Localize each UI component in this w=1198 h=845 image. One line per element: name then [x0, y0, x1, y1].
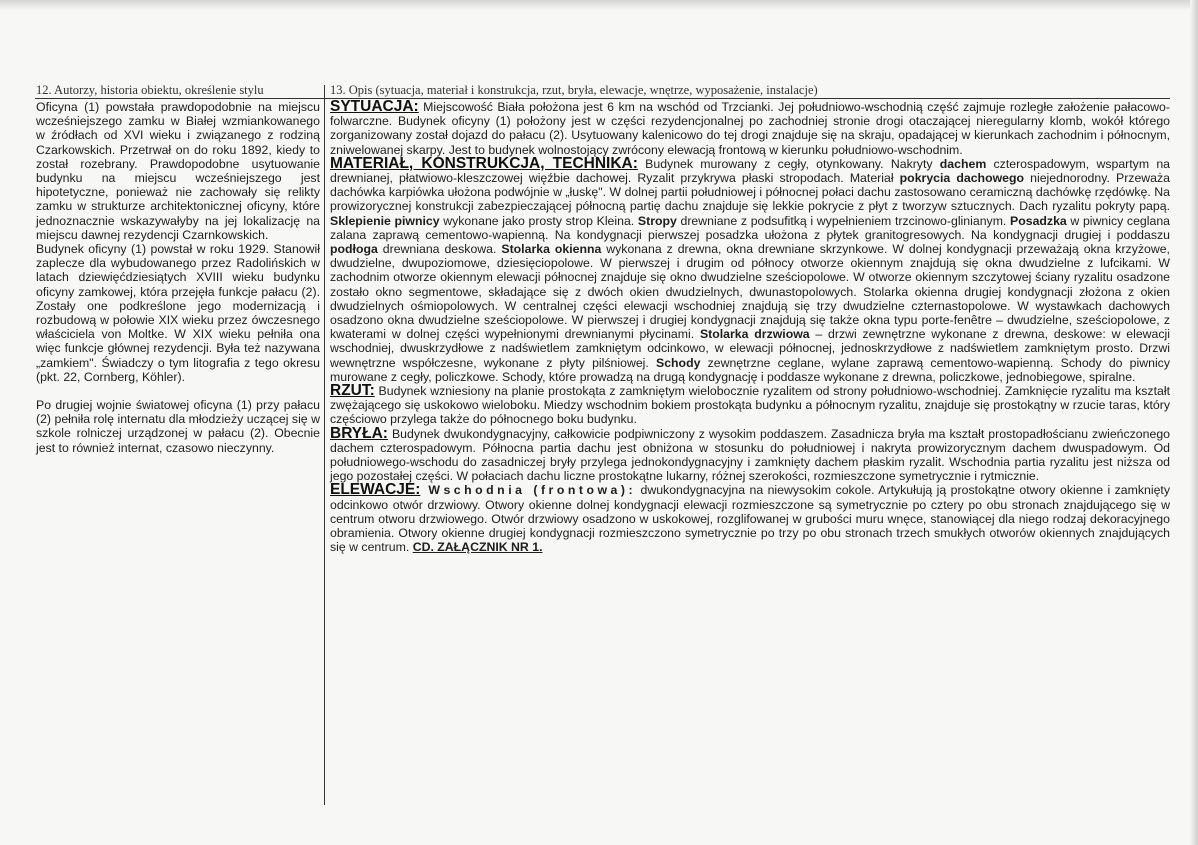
sytuacja-text: Miejscowość Biała położona jest 6 km na wschód od Trzcianki. Jej południowo-wschodnią część zajmuje rozległe założenie pałacowo-folwarczne. Budynek oficyny (1) położony jest w części rezydencjonalnej po zachodniej stronie drogi otaczającej nieregularny klomb, wokół którego zorganizowany został dojazd do pałacu (2). Usytuowany kalenicowo do tej drogi znajduje się na skraju, opadającej w kierunkach zachodnim i północnym, zniwelowanej skarpy. Jest to budynek wolnostojący zwrócony elewacją frontową w kierunku południowo-wschodnim.	[330, 100, 1170, 157]
scan-shadow-right	[1190, 0, 1198, 845]
header-divider	[35, 98, 1170, 99]
material-text: w piwnicy ceglana zalana zaprawą cementowo-wapienną. Na kondygnacji pierwszej posadzka ułożona z płytek granitogresowych. Na kondygnacji drugiej i poddaszu	[330, 213, 1170, 242]
rzut-heading: RZUT:	[330, 382, 375, 400]
sytuacja-heading: SYTUACJA:	[330, 98, 419, 115]
material-term-stropy: Stropy	[637, 213, 677, 228]
material-term-dach: dachem	[939, 156, 987, 171]
section-elewacje	[330, 483, 1170, 554]
section-rzut	[330, 384, 1170, 427]
material-term-posadzka: Posadzka	[1010, 213, 1067, 228]
material-term-sklepienie: Sklepienie piwnicy	[330, 213, 440, 228]
section-material	[330, 154, 1171, 384]
material-term-schody: Schody	[656, 355, 701, 370]
material-term-pokrycie: pokrycia dachowego	[899, 171, 1025, 186]
scan-shadow-top	[0, 0, 1198, 10]
column-divider	[324, 85, 325, 805]
elewacje-subheading: Wschodnia (frontowa):	[420, 483, 637, 498]
section-sytuacja	[330, 100, 1170, 157]
material-text: drewniane z podsufitką i wypełnieniem trzcinowo-glinianym.	[676, 213, 1011, 228]
section-13-header: 13. Opis (sytuacja, materiał i konstrukcja, rzut, bryła, elewacje, wnętrze, wyposażenie, instalacje)	[330, 83, 818, 97]
section-12-header: 12. Autorzy, historia obiektu, określenie stylu	[36, 83, 264, 97]
bryla-text: Budynek dwukondygnacyjny, całkowicie podpiwniczony z wysokim poddaszem. Zasadnicza bryła ma kształt prostopadłościanu zwieńczonego dachem czterospadowym. Północna partia dachu jest obniżona w stosunku do południowej i nakryta prowizorycznym dachem dwuspadowym. Od południowego-wschodu do zasadniczej bryły przylega jednokondygnacyjny i zamknięty dachem płaskim ryzalit. Wschodnia partia ryzalitu jest niższa od jego pozostałej części. W połaciach dachu liczne prostokątne lukarny, różnej szerokości, rozmieszczone symetrycznie i rytmicznie.	[330, 426, 1170, 484]
material-heading: MATERIAŁ, KONSTRUKCJA, TECHNIKA:	[330, 154, 638, 172]
history-column	[36, 100, 320, 455]
rzut-text: Budynek wzniesiony na planie prostokąta z zamkniętym wielobocznie ryzalitem od strony południowo-wschodniej. Zamknięcie ryzalitu ma kształt zwężającego się uskokowo wieloboku. Miedzy wschodnim bokiem prostokąta budynku a północnym ryzalitu, znajduje się prostokątny w rzucie taras, który częściowo przylega także do północnego boku budynku.	[330, 384, 1170, 427]
history-paragraph-1929: Budynek oficyny (1) powstał w roku 1929. Stanowił zaplecze dla wybudowanego przez Radolińskich w latach dziewięćdziesiątych XVIII wieku budynku oficyny zamkowej, która przejęła funkcje pałacu (2). Zostały one podkreślone jego modernizacją i rozbudową w połowie XIX wieku przez ówczesnego właściciela von Moltke. W XIX wieku pełniła ona więc funkcje głównej rezydencji. Była też nazywana „zamkiem". Świadczy o tym litografia z tego okresu (pkt. 22, Cornberg, Köhler).	[36, 242, 320, 384]
material-text: wykonane jako prosty strop Kleina.	[439, 213, 638, 228]
paragraph-spacer	[36, 384, 320, 398]
section-bryla	[330, 424, 1170, 484]
material-term-stolarka-okienna: Stolarka okienna	[501, 242, 602, 257]
history-paragraph-postwar: Po drugiej wojnie światowej oficyna (1) przy pałacu (2) pełniła rolę internatu dla młodzieży uczącej się w szkole rolniczej urządzonej w pałacu (2). Obecnie jest to również internat, czasowo nieczynny.	[36, 398, 320, 455]
material-text: czterospadowym, wspartym na drewnianej, płatwiowo-kleszczowej więźbie dachowej. Ryzalit przykrywa płaski stropodach. Materiał	[330, 156, 1171, 186]
history-paragraph-castle: Oficyna (1) powstała prawdopodobnie na miejscu wcześniejszego zamku w Białej wzmiankowanego w źródłach od XVI wieku i związanego z rodziną Czarkowskich. Przetrwał on do roku 1892, kiedy to został rozebrany. Prawdopodobne usytuowanie budynku na miejscu wcześniejszego jest hipotetyczne, ponieważ nie zachowały się relikty zamku w strukturze architektonicznej oficyny, które jednoznacznie wskazywałyby na jej lokalizację na miejscu dawnej rezydencji Czarnkowskich.	[36, 100, 320, 242]
material-text: – drzwi zewnętrzne wykonane z drewna, deskowe: w elewacji wschodniej, dwuskrzydłowe z nadświetlem zamkniętym odcinkowo, w elewacji północnej, jednoskrzydłowe z nadświetlem zamkniętym prosto. Drzwi wewnętrzne współczesne, wykonane z płyty pilśniowej.	[330, 327, 1170, 370]
material-text: drewniana deskowa.	[377, 242, 502, 257]
material-text: wykonana z drewna, okna drewniane skrzynkowe. W dolnej kondygnacji przeważają okna krzyżowe, dwudzielne, dwupoziomowe, dziesięciopolowe. W pierwszej i drugim od północy otworze okiennym znajdują się okna dwudzielne z lufcikami. W zachodnim otworze okiennym elewacji północnej znajduje się okno dwudzielne sześciopolowe. W otworze okiennym szczytowej ściany ryzalitu osadzone zostało okno segmentowe, składające się z dwóch okien dwudzielnych, dwunastopolowych. Stolarka okienna drugiej kondygnacji złożona z okien dwudzielnych ośmiopolowych. W centralnej części elewacji wschodniej znajdują się trzy dwudzielne czternastopolowe. W wystawkach dachowych osadzono okna dwudzielne sześciopolowe. W pierwszej i drugiej kondygnacji znajdują się także okna typu porte-fenêtre – dwudzielne, sześciopolowe, z kwaterami w dolnej części wypełnionymi drewnianymi płycinami.	[330, 242, 1170, 342]
material-text: niejednorodny. Przeważa dachówka karpiówka ułożona podwójnie w „łuskę". W dolnej partii południowej i północnej połaci dachu zastosowano ceramiczną dachówkę rzędówkę. Na prowizorycznej konstrukcji zabezpieczającej północną partię dachu znajduje się lekkie pokrycie z płyt z tworzyw sztucznych. Dach ryzalitu pokryty papą.	[330, 171, 1170, 214]
material-text: Budynek murowany z cegły, otynkowany. Nakryty	[637, 156, 940, 171]
material-term-podloga: podłoga	[330, 242, 378, 257]
attachment-reference: CD. ZAŁĄCZNIK NR 1.	[412, 540, 543, 555]
bryla-heading: BRYŁA:	[330, 424, 388, 442]
material-term-stolarka-drzwiowa: Stolarka drzwiowa	[699, 327, 810, 342]
elewacje-heading: ELEWACJE:	[330, 481, 421, 499]
material-text: zewnętrzne ceglane, wylane zaprawą cementowo-wapienną. Schody do piwnicy murowane z cegły, policzkowe. Schody, które prowadzą na drugą kondygnację i poddasze wykonane z drewna, policzkowe, jednobiegowe, spiralne.	[330, 355, 1170, 384]
description-column	[330, 100, 1170, 555]
elewacje-text: dwukondygnacyjna na niewysokim cokole. Artykułują ją prostokątne otwory okienne i zamknięty odcinkowo otwór drzwiowy. Otwory okienne dolnej kondygnacji elewacji rozmieszczone są symetrycznie po cztery po obu stronach znajdującego się w centrum otworu drzwiowego. Otwór drzwiowy osadzono w uskokowej, rozglifowanej w grubości muru wnęce, stanowiącej dla niego rodzaj dekoracyjnego obramienia. Otwory okienne drugiej kondygnacji rozmieszczono symetrycznie po trzy po obu stronach trzech smukłych otworów okiennych znajdujących się w centrum.	[330, 483, 1170, 555]
